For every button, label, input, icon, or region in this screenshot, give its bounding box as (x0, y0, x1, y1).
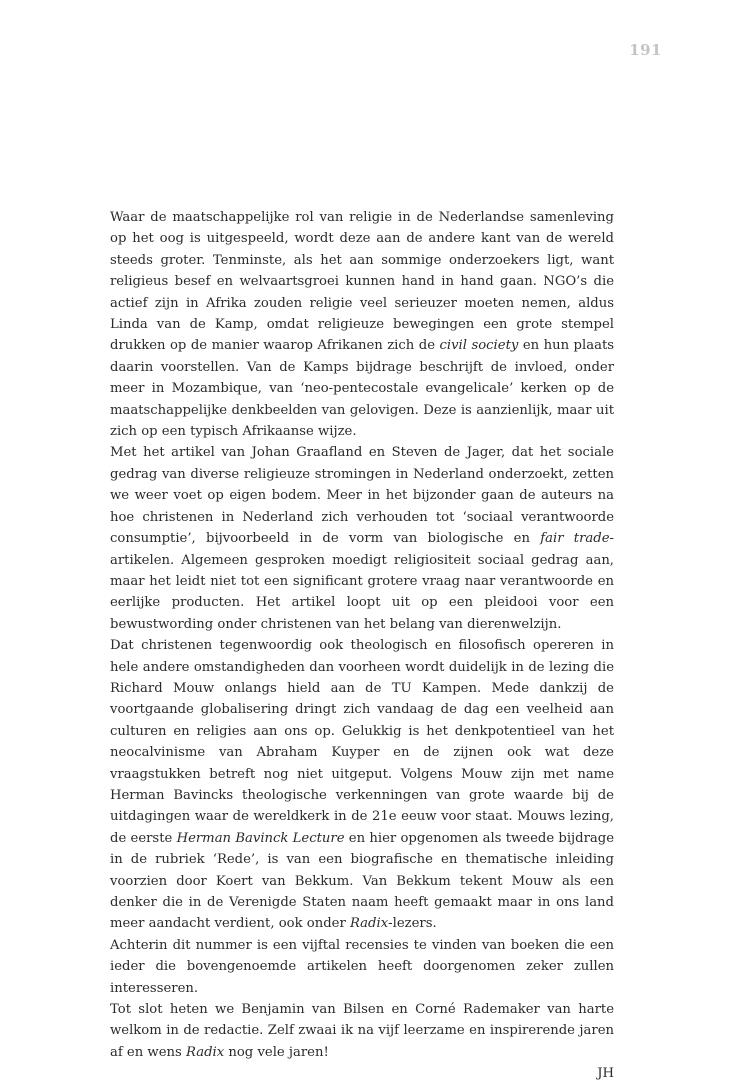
paragraph (110, 207, 614, 442)
page-number: 191 (629, 41, 662, 59)
text-run: Dat christenen tegenwoordig ook theologisch en filosofisch opereren in hele andere omstandigheden dan voorheen wordt duidelijk in de lezing die Richard Mouw onlangs hield aan de TU Kampen. Mede dankzij de voortgaande globalisering dringt zich vandaag de dag een veelheid aan culturen en religies aan ons op. Gelukkig is het denkpotentieel van het neocalvinisme van Abraham Kuyper en de zijnen ook wat deze vraagstukken betreft nog niet uitgeput. Volgens Mouw zijn met name Herman Bavincks theologische verkenningen van grote waarde bij de uitdagingen waar de wereldkerk in de 21e eeuw voor staat. Mouws lezing, de eerste (110, 638, 614, 846)
italic-term: civil society (439, 338, 519, 354)
paragraph (110, 935, 614, 999)
text-run: -artikelen. Algemeen gesproken moedigt religiositeit sociaal gedrag aan, maar het leidt niet tot een significant grotere vraag naar verantwoorde en eerlijke producten. Het artikel loopt uit op een pleidooi voor een bewustwording onder christenen van het belang van dierenwelzijn. (110, 531, 614, 632)
paragraph (110, 635, 614, 935)
paragraph (110, 442, 614, 635)
text-run: Tot slot heten we Benjamin van Bilsen en Corné Rademaker van harte welkom in de redactie. Zelf zwaai ik na vijf leerzame en inspirerende jaren af en wens (110, 1002, 614, 1060)
text-run: Met het artikel van Johan Graafland en Steven de Jager, dat het sociale gedrag van diverse religieuze stromingen in Nederland onderzoekt, zetten we weer voet op eigen bodem. Meer in het bijzonder gaan de auteurs na hoe christenen in Nederland zich verhouden tot ‘sociaal verantwoorde consumptie’, bijvoorbeeld in de vorm van biologische en (110, 445, 614, 547)
text-run: en hier opgenomen als tweede bijdrage in de rubriek ‘Rede’, is van een biografische en thematische inleiding voorzien door Koert van Bekkum. Van Bekkum tekent Mouw als een denker die in de Verenigde Staten naam heeft gemaakt maar in ons land meer aandacht verdient, ook onder (110, 830, 615, 932)
text-run: Achterin dit nummer is een vijftal recensies te vinden van boeken die een ieder die bovengenoemde artikelen heeft doorgenomen zeker zullen interesseren. (110, 937, 614, 996)
text-run: en hun plaats daarin voorstellen. Van de Kamps bijdrage beschrijft de invloed, onder meer in Mozambique, van ‘neo-pentecostale evangelicale’ kerken op de maatschappelijke denkbeelden van gelovigen. Deze is aanzienlijk, maar uit zich op een typisch Afrikaanse wijze. (110, 338, 615, 440)
text-run: nog vele jaren! (224, 1044, 329, 1060)
text-run: -lezers. (388, 916, 437, 932)
italic-term: Herman Bavinck Lecture (176, 830, 345, 846)
italic-term: Radix (349, 916, 389, 932)
italic-term: fair trade (540, 531, 610, 547)
italic-term: Radix (185, 1044, 225, 1060)
text-run: Waar de maatschappelijke rol van religie in de Nederlandse samenleving op het oog is uitgespeeld, wordt deze aan de andere kant van de wereld steeds groter. Tenminste, als het aan sommige onderzoekers ligt, want religieus besef en welvaartsgroei kunnen hand in hand gaan. NGO’s die actief zijn in Afrika zouden religie veel serieuzer moeten nemen, aldus Linda van de Kamp, omdat religieuze bewegingen een grote stempel drukken op de manier waarop Afrikanen zich de (110, 210, 614, 354)
paragraph (110, 999, 614, 1063)
article-body (110, 207, 614, 1085)
author-initials: JH (597, 1066, 614, 1082)
